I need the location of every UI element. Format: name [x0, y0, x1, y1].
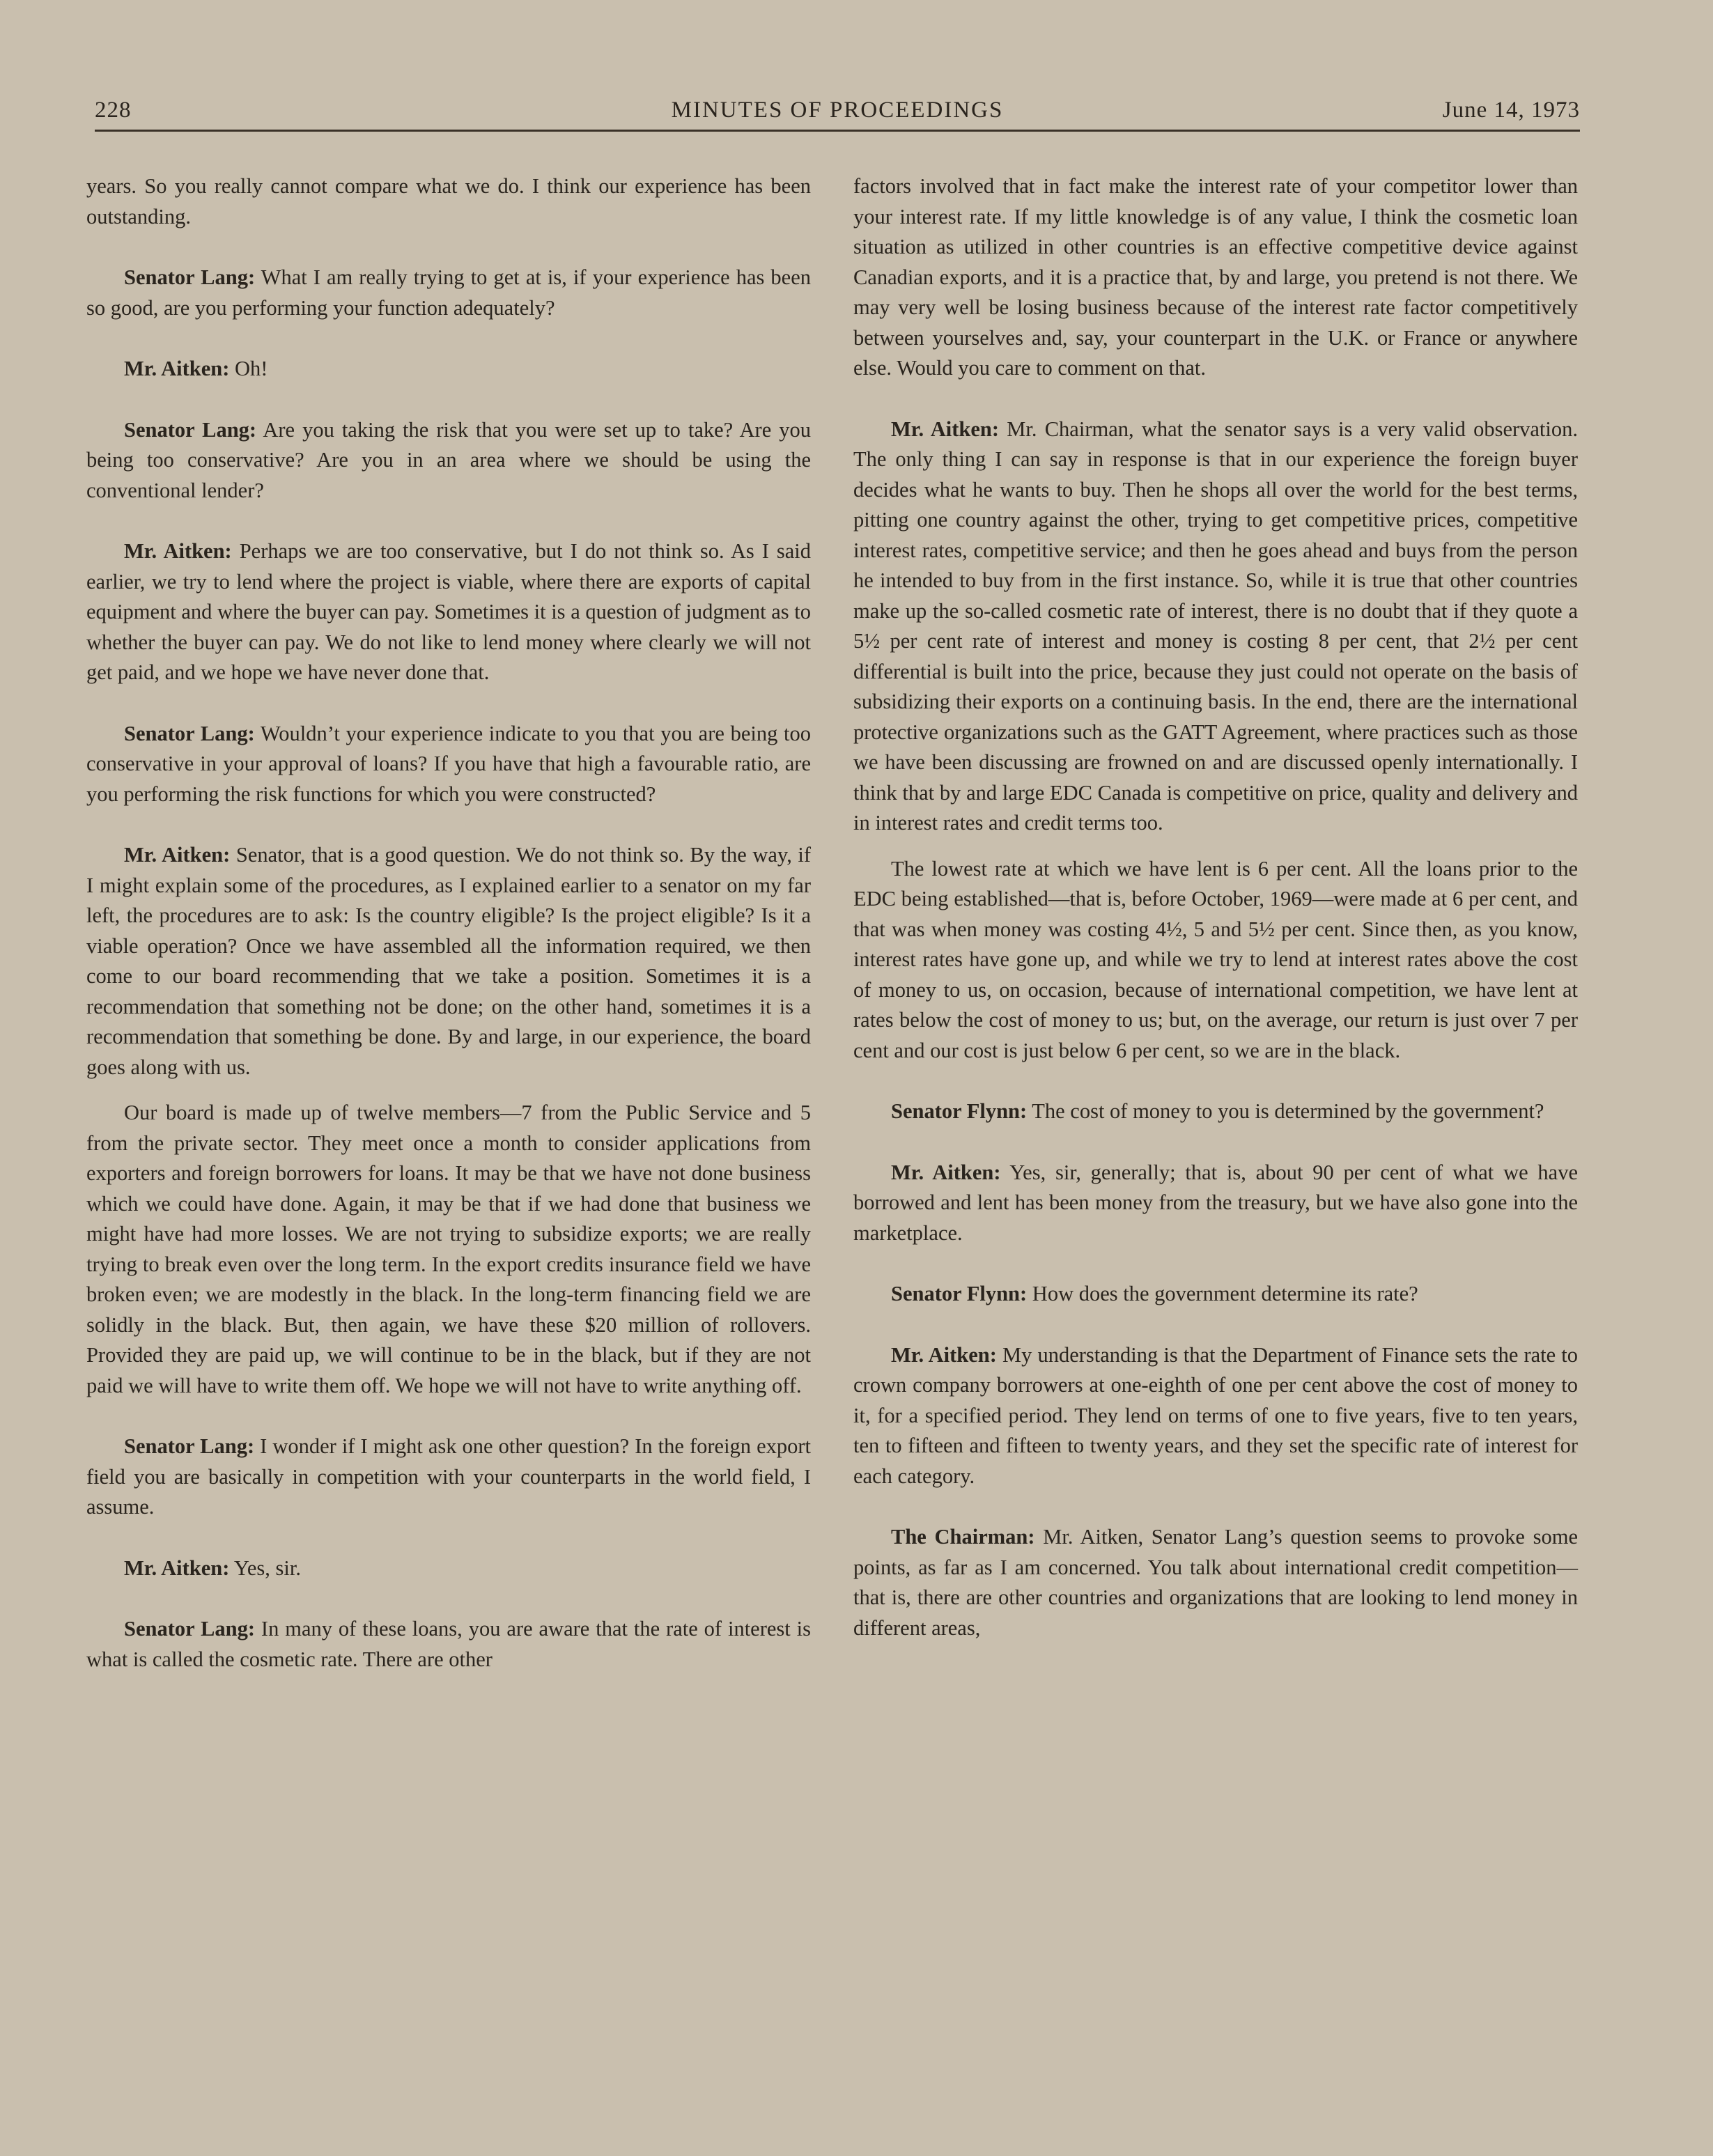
running-header — [95, 92, 1580, 132]
paragraph — [853, 1522, 1578, 1643]
paragraph — [86, 1098, 811, 1401]
header-date: June 14, 1973 — [1442, 98, 1580, 123]
paragraph — [86, 1614, 811, 1675]
paragraph-text: Senator, that is a good question. We do not think so. By the way, if I might explain some of the procedures, as I explained earlier to a senator on my far left, the procedures are to ask: Is the country eligible? Is the project eligible? Is it a viable operation? Once we have assembled all the information required, we then come to our board recommending that we take a position. Sometimes it is a recommendation that something not be done; on the other hand, sometimes it is a recommendation that something be done. By and large, in our experience, the board goes along with us. — [86, 843, 812, 1079]
paragraph — [853, 414, 1578, 839]
speaker-name: Senator Flynn: — [891, 1282, 1028, 1305]
paragraph-text: My understanding is that the Department of Finance sets the rate to crown company borrowers at one-eighth of one per cent above the cost of money to it, for a specified period. They lend on terms of one to five years, five to ten years, ten to fifteen and fifteen to twenty years, and they set the specific rate of interest for each category. — [853, 1342, 1579, 1488]
paragraph — [86, 536, 811, 688]
speaker-name: Senator Lang: — [124, 265, 256, 289]
speaker-name: Mr. Aitken: — [124, 357, 230, 380]
paragraph-text: Oh! — [235, 357, 268, 380]
speaker-name: Senator Lang: — [124, 1434, 255, 1458]
paragraph — [86, 1553, 811, 1584]
right-column — [853, 171, 1578, 1674]
paragraph — [853, 1340, 1578, 1492]
paragraph-text: Yes, sir, generally; that is, about 90 per cent of what we have borrowed and lent has been money from the treasury, but we have also gone into the marketplace. — [853, 1160, 1578, 1245]
paragraph-text: The lowest rate at which we have lent is 6 per cent. All the loans prior to the EDC being established—that is, before October, 1969—were made at 6 per cent, and that was when money was costing 4½, 5 and 5½ per cent. Since then, as you know, interest rates have gone up, and while we try to lend at interest rates above the cost of money to us, on occasion, because of international competition, we have lent at rates below the cost of money to us; but, on the average, our return is just over 7 per cent and our cost is just below 6 per cent, so we are in the black. — [853, 856, 1578, 1062]
speaker-name: Mr. Aitken: — [124, 843, 231, 867]
paragraph — [853, 1279, 1578, 1310]
paragraph-text: I wonder if I might ask one other question? In the foreign export field you are basically in competition with your counterparts in the world field, I assume. — [86, 1434, 811, 1519]
paragraph-text: What I am really trying to get at is, if your experience has been so good, are you performing your function adequately? — [86, 265, 811, 320]
paragraph-text: The cost of money to you is determined by the government? — [1032, 1099, 1544, 1123]
speaker-name: The Chairman: — [891, 1525, 1035, 1549]
speaker-name: Mr. Aitken: — [891, 417, 999, 441]
paragraph — [86, 171, 811, 232]
page-number: 228 — [95, 98, 132, 123]
paragraph-text: Our board is made up of twelve members—7 from the Public Service and 5 from the private sector. They meet once a month to consider applications from exporters and foreign borrowers for loans. It may be that we have not done business which we could have done. Again, it may be that if we had done that business we might have had more losses. We are not trying to subsidize exports; we are really trying to break even over the long term. In the export credits insurance field we have broken even; we are modestly in the black. In the long-term financing field we are solidly in the black. But, then again, we have these $20 million of rollovers. Provided they are paid up, we will continue to be in the black, but if they are not paid we will have to write them off. We hope we will not have to write anything off. — [86, 1101, 811, 1397]
paragraph-text: factors involved that in fact make the interest rate of your competitor lower than your interest rate. If my little knowledge is of any value, I think the cosmetic loan situation as utilized in other countries is an effective competitive device against Canadian exports, and it is a practice that, by and large, you pretend is not there. We may very well be losing business because of the interest rate factor competitively between yourselves and, say, your counterpart in the U.K. or France or anywhere else. Would you care to comment on that. — [853, 174, 1578, 380]
paragraph-text: Yes, sir. — [233, 1556, 301, 1580]
paragraph-text: Perhaps we are too conservative, but I do not think so. As I said earlier, we try to lend where the project is viable, where there are exports of capital equipment and where the buyer can pay. Sometimes it is a question of judgment as to whether the buyer can pay. We do not like to lend money where clearly we will not get paid, and we hope we have never done that. — [86, 539, 811, 684]
paragraph-text: Mr. Chairman, what the senator says is a very valid observation. The only thing I can say in response is that in our experience the foreign buyer decides what he wants to buy. Then he shops all over the world for the best terms, pitting one country against the other, trying to get competitive prices, competitive interest rates, competitive service; and then he goes ahead and buys from the person he intended to buy from in the first instance. So, while it is true that other countries make up the so-called cosmetic rate of interest, there is no doubt that if they quote a 5½ per cent rate of interest and money is costing 8 per cent, that 2½ per cent differential is built into the price, because they just could not operate on the basis of subsidizing their exports on a continuing basis. In the end, there are the international protective organizations such as the GATT Agreement, where practices such as those we have been discussing are frowned on and are discussed openly internationally. I think that by and large EDC Canada is competitive on price, quality and delivery and in interest rates and credit terms too. — [853, 417, 1578, 835]
paragraph-text: How does the government determine its rate? — [1032, 1282, 1418, 1305]
paragraph — [853, 1158, 1578, 1249]
paragraph — [853, 854, 1578, 1067]
paragraph — [853, 1096, 1578, 1127]
speaker-name: Senator Flynn: — [891, 1099, 1028, 1123]
paragraph — [86, 1432, 811, 1523]
speaker-name: Mr. Aitken: — [891, 1342, 997, 1367]
paragraph-text: In many of these loans, you are aware that the rate of interest is what is called the cosmetic rate. There are other — [86, 1617, 812, 1671]
speaker-name: Mr. Aitken: — [124, 539, 232, 563]
paragraph-text: years. So you really cannot compare what we do. I think our experience has been outstanding. — [86, 174, 811, 228]
speaker-name: Senator Lang: — [124, 721, 255, 745]
paragraph-text: Mr. Aitken, Senator Lang’s question seems to provoke some points, as far as I am concerned. You talk about international credit competition—that is, there are other countries and organizations that are looking to lend money in different areas, — [853, 1525, 1579, 1640]
paragraph — [86, 840, 811, 1083]
left-column — [86, 171, 811, 1705]
paragraph — [86, 263, 811, 323]
page-title: MINUTES OF PROCEEDINGS — [671, 98, 1004, 123]
paragraph — [86, 415, 811, 506]
speaker-name: Mr. Aitken: — [891, 1160, 1001, 1184]
paragraph — [853, 171, 1578, 384]
speaker-name: Mr. Aitken: — [124, 1556, 230, 1580]
paragraph-text: Wouldn’t your experience indicate to you that you are being too conservative in your approval of loans? If you have that high a favourable ratio, are you performing the risk functions for which you were constructed? — [86, 721, 811, 806]
speaker-name: Senator Lang: — [124, 1617, 255, 1641]
paragraph-text: Are you taking the risk that you were set up to take? Are you being too conservative? Are you in an area where we should be using the conventional lender? — [86, 417, 811, 502]
speaker-name: Senator Lang: — [124, 417, 257, 442]
paragraph — [86, 354, 811, 385]
paragraph — [86, 719, 811, 810]
